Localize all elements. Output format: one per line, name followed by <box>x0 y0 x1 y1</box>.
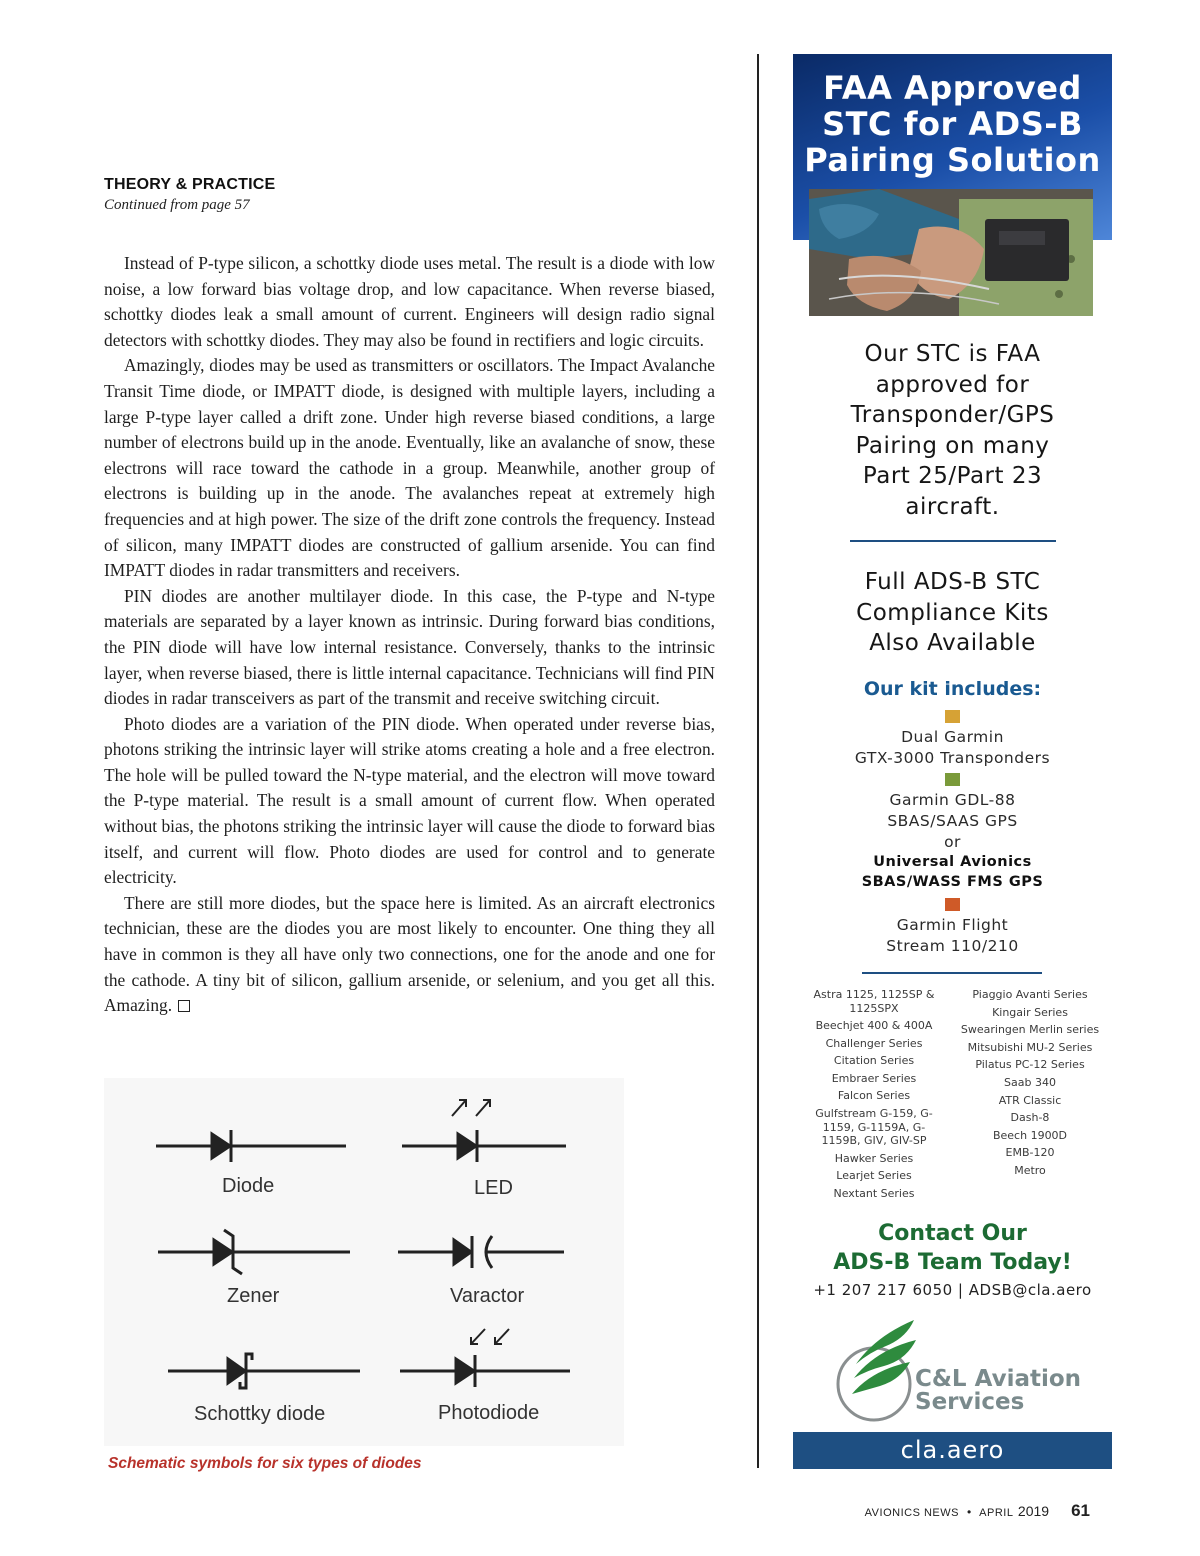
column-divider <box>757 54 759 1468</box>
compliance-line: Also Available <box>869 630 1036 656</box>
article-paragraph: PIN diodes are another multilayer diode. In this case, the P-type and N-type materials are separated by a layer known as intrinsic. During forward bias conditions, the PIN diode will have low internal resistance. Conversely, thanks to the intrinsic layer, when reverse biased, there is little internal capacitance. Technicians will find PIN diodes in radar transceivers as part of the transmit and receive switching circuit. <box>104 585 715 709</box>
aircraft-item: Challenger Series <box>825 1036 923 1050</box>
article-paragraph-last <box>104 891 715 1019</box>
diode-label: Diode <box>222 1175 275 1197</box>
kit-item-line: SBAS/WASS FMS GPS <box>861 874 1044 890</box>
bullet-separator-icon: • <box>966 1505 972 1519</box>
logo-wordmark-line: Services <box>915 1389 1025 1415</box>
magazine-name: AVIONICS NEWS <box>864 1507 959 1519</box>
varactor-symbol <box>398 1236 564 1268</box>
stc-line: approved for <box>875 371 1030 398</box>
aircraft-item: Mitsubishi MU-2 Series <box>967 1040 1093 1054</box>
contact-heading-line: Contact Our <box>878 1221 1027 1246</box>
compliance-kits-text <box>793 567 1112 659</box>
diode-symbols-figure <box>104 1078 624 1446</box>
page-footer <box>865 1501 1090 1521</box>
schottky-symbol <box>168 1354 360 1388</box>
ad-divider <box>850 540 1056 542</box>
photodiode-label: Photodiode <box>438 1402 540 1424</box>
kit-item-flightstream <box>793 915 1112 957</box>
kit-heading: Our kit includes: <box>863 678 1042 700</box>
aircraft-item: Gulfstream G-159, G-1159, G-1159A, G-1159B, GIV, GIV-SP <box>815 1107 933 1148</box>
aircraft-item: Learjet Series <box>836 1169 912 1183</box>
kit-item-line: Stream 110/210 <box>886 937 1019 955</box>
article-paragraph: Photo diodes are a variation of the PIN diode. When operated under reverse bias, photons striking the intrinsic layer will strike atoms creating a hole and a free electron. The hole will be pulled toward the N-type material, and the electron will move toward the P-type material. The result is a small amount of current flow. When operated without bias, the photons striking the intrinsic layer will cause the diode to forward bias itself, and current will flow. Photo diodes are used for control and to generate electricity. <box>104 713 715 888</box>
led-label: LED <box>474 1177 513 1199</box>
aircraft-list-right <box>960 988 1100 1182</box>
ad-headline-line: STC for ADS-B <box>822 105 1083 143</box>
aircraft-item: Falcon Series <box>837 1089 911 1103</box>
stc-line: Part 25/Part 23 <box>862 463 1043 489</box>
aircraft-item: Beech 1900D <box>992 1128 1068 1142</box>
article-paragraph: Instead of P-type silicon, a schottky diode uses metal. The result is a diode with low noise, a low forward bias voltage drop, and low capacitance. When reverse biased, schottky diodes leak a small amount of current. Engineers will design radio signal detectors with schottky diodes. They may also be found in rectifiers and logic circuits. <box>104 253 715 350</box>
issue-month: APRIL <box>979 1507 1014 1519</box>
schottky-label: Schottky diode <box>194 1403 326 1425</box>
kit-bullet-green <box>945 773 960 786</box>
aircraft-item: Piaggio Avanti Series <box>972 988 1088 1001</box>
aircraft-item: ATR Classic <box>998 1093 1062 1107</box>
kit-item-line: SBAS/SAAS GPS <box>887 812 1018 830</box>
aircraft-item: Dash-8 <box>1010 1111 1050 1125</box>
kit-item-universal <box>793 852 1112 892</box>
ad-headline <box>793 70 1112 178</box>
aircraft-item: Nextant Series <box>833 1186 915 1200</box>
ad-website-link[interactable]: cla.aero <box>793 1432 1112 1469</box>
aircraft-item: Kingair Series <box>992 1005 1068 1019</box>
stc-line: Our STC is FAA <box>864 341 1041 367</box>
zener-label: Zener <box>227 1285 280 1307</box>
diode-symbol <box>156 1130 346 1162</box>
article-paragraph-text: There are still more diodes, but the space here is limited. As an aircraft electronics technician, these are the diodes you are most likely to encounter. One thing they all have in common is they all have only two connections, one for the anode and one for the cathode. A tiny bit of silicon, gallium arsenide, or selenium, and you get all this. Amazing. <box>104 892 715 1016</box>
contact-phone-email[interactable]: +1 207 217 6050 | ADSB@cla.aero <box>813 1281 1092 1299</box>
ad-headline-line: Pairing Solution <box>804 141 1101 179</box>
photodiode-symbol <box>400 1329 570 1387</box>
technician-photo <box>809 189 1093 316</box>
figure-caption: Schematic symbols for six types of diodes <box>108 1455 422 1472</box>
aircraft-item: Metro <box>1014 1163 1046 1177</box>
compliance-line: Compliance Kits <box>856 599 1049 626</box>
varactor-label: Varactor <box>450 1285 525 1307</box>
logo-wordmark-line: C&L Aviation <box>915 1366 1082 1392</box>
kit-item-line: Dual Garmin <box>901 728 1004 746</box>
end-of-article-mark <box>178 1000 190 1012</box>
aircraft-item: Swearingen Merlin series <box>960 1023 1100 1037</box>
stc-line: aircraft. <box>905 493 1000 520</box>
led-symbol <box>402 1100 566 1162</box>
aircraft-item: Saab 340 <box>1004 1075 1056 1089</box>
aircraft-item: EMB-120 <box>1005 1146 1055 1160</box>
ad-divider <box>862 972 1042 974</box>
aircraft-list-left <box>804 988 944 1204</box>
kit-item-line: Universal Avionics <box>873 854 1032 870</box>
kit-item-transponders <box>793 727 1112 769</box>
aircraft-item: Pilatus PC-12 Series <box>975 1058 1085 1072</box>
stc-line: Transponder/GPS <box>850 402 1055 428</box>
kit-bullet-gold <box>945 710 960 723</box>
aircraft-item: Embraer Series <box>831 1071 917 1085</box>
page-number: 61 <box>1071 1501 1090 1520</box>
continued-note: Continued from page 57 <box>104 197 250 213</box>
diode-symbols-drawing <box>104 1078 624 1446</box>
compliance-line: Full ADS-B STC <box>864 569 1041 595</box>
zener-symbol <box>158 1230 350 1274</box>
article-paragraph: Amazingly, diodes may be used as transmitters or oscillators. The Impact Avalanche Transit Time diode, or IMPATT diode, is designed with multiple layers, including a large P-type layer called a drift zone. Under high reverse biased conditions, a large number of electrons build up in the anode. Eventually, like an avalanche of snow, these electrons will race toward the cathode in a group. Meanwhile, another group of electrons is building up in the anode. The avalanches repeat at extremely high frequencies and at high power. The size of the drift zone controls the frequency. Instead of silicon, many IMPATT diodes are constructed of gallium arsenide. You can find IMPATT diodes in radar transmitters and receivers. <box>104 355 715 581</box>
kit-item-line: GTX-3000 Transponders <box>854 749 1051 767</box>
aircraft-item: Citation Series <box>833 1054 915 1068</box>
section-title: THEORY & PRACTICE <box>104 176 276 193</box>
kit-item-line: Garmin Flight <box>896 916 1009 934</box>
contact-heading <box>793 1219 1112 1277</box>
aircraft-item: Beechjet 400 & 400A <box>815 1019 933 1033</box>
stc-line: Pairing on many <box>855 432 1050 459</box>
kit-item-line: Garmin GDL-88 <box>889 791 1016 809</box>
ad-headline-line: FAA Approved <box>823 69 1082 107</box>
kit-item-line: or <box>944 833 961 851</box>
kit-item-gps <box>793 790 1112 853</box>
contact-heading-line: ADS-B Team Today! <box>833 1250 1072 1275</box>
aircraft-item: Hawker Series <box>834 1151 914 1165</box>
cl-aviation-logo-icon <box>836 1316 926 1426</box>
article-body <box>104 251 715 1019</box>
logo-wordmark <box>915 1368 1081 1414</box>
issue-year: 2019 <box>1017 1503 1050 1519</box>
aircraft-item: Astra 1125, 1125SP & 1125SPX <box>813 988 935 1015</box>
kit-bullet-orange <box>945 898 960 911</box>
stc-statement <box>793 339 1112 522</box>
